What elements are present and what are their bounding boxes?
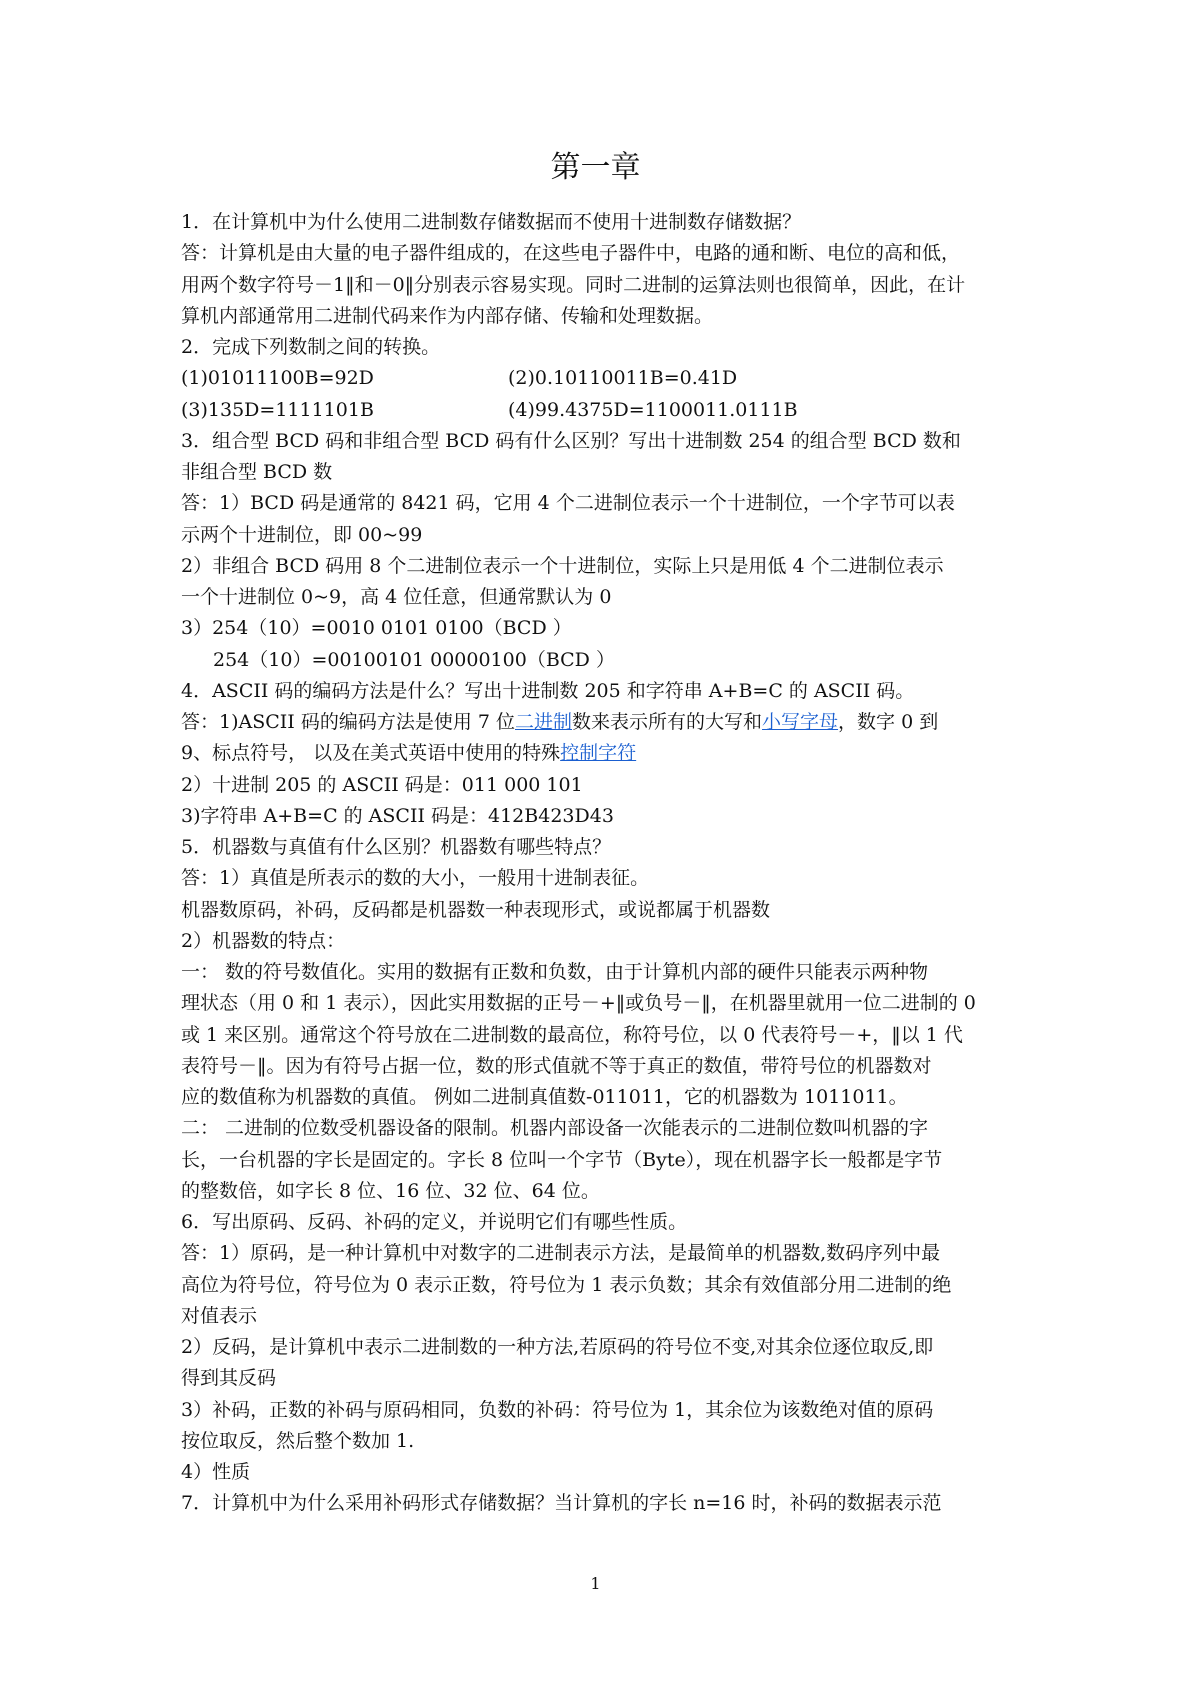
answer-3-line-6: 254（10）=00100101 00000100（BCD ） xyxy=(213,648,615,671)
answer-5-line-11: 的整数倍，如字长 8 位、16 位、32 位、64 位。 xyxy=(181,1179,600,1202)
conversion-4: (4)99.4375D=1100011.0111B xyxy=(508,398,798,421)
answer-4-line-3: 2）十进制 205 的 ASCII 码是：011 000 101 xyxy=(181,773,583,796)
question-1: 1．在计算机中为什么使用二进制数存储数据而不使用十进制数存储数据？ xyxy=(181,211,802,233)
answer-5-line-3: 2）机器数的特点： xyxy=(181,929,346,952)
document-body xyxy=(181,207,1016,1520)
question-7: 7．计算机中为什么采用补码形式存储数据？当计算机的字长 n=16 时，补码的数据表示范 xyxy=(181,1492,942,1515)
binary-link[interactable]: 二进制 xyxy=(515,711,573,733)
answer-4-text-a: 答：1)ASCII 码的编码方法是使用 7 位 xyxy=(181,711,515,733)
answer-5-line-5: 理状态（用 0 和 1 表示），因此实用数据的正号－+‖或负号－‖，在机器里就用一位二进制的 0 xyxy=(181,992,976,1015)
question-3-line-2: 非组合型 BCD 数 xyxy=(181,461,333,483)
answer-6-line-2: 高位为符号位，符号位为 0 表示正数，符号位为 1 表示负数；其余有效值部分用二进制的绝 xyxy=(181,1273,952,1296)
answer-5-line-8: 应的数值称为机器数的真值。 例如二进制真值数-011011，它的机器数为 1011011。 xyxy=(181,1086,908,1108)
answer-5-line-9: 二： 二进制的位数受机器设备的限制。机器内部设备一次能表示的二进制位数叫机器的字 xyxy=(181,1117,929,1140)
answer-6-line-7: 按位取反，然后整个数加 1. xyxy=(181,1429,415,1452)
conversion-2: (2)0.10110011B=0.41D xyxy=(508,367,738,390)
answer-5-line-10: 长，一台机器的字长是固定的。字长 8 位叫一个字节（Byte），现在机器字长一般都是字节 xyxy=(181,1148,943,1171)
answer-5-line-2: 机器数原码，补码，反码都是机器数一种表现形式，或说都属于机器数 xyxy=(181,898,771,921)
conversion-row-2 xyxy=(181,395,1016,426)
answer-1-line-1: 答：计算机是由大量的电子器件组成的，在这些电子器件中，电路的通和断、电位的高和低， xyxy=(181,242,961,265)
answer-6-line-4: 2）反码，是计算机中表示二进制数的一种方法,若原码的符号位不变,对其余位逐位取反,即 xyxy=(181,1336,934,1358)
lowercase-letters-link[interactable]: 小写字母 xyxy=(762,711,839,733)
question-5: 5．机器数与真值有什么区别？机器数有哪些特点？ xyxy=(181,836,612,858)
question-4: 4．ASCII 码的编码方法是什么？写出十进制数 205 和字符串 A+B=C 的 ASCII 码。 xyxy=(181,679,915,702)
answer-6-line-5: 得到其反码 xyxy=(181,1367,277,1390)
answer-1-line-3: 算机内部通常用二进制代码来作为内部存储、传输和处理数据。 xyxy=(181,304,714,327)
question-6: 6．写出原码、反码、补码的定义，并说明它们有哪些性质。 xyxy=(181,1211,688,1233)
answer-3-line-2: 示两个十进制位，即 00~99 xyxy=(181,523,423,546)
question-2: 2．完成下列数制之间的转换。 xyxy=(181,336,441,358)
conversion-3: (3)135D=1111101B xyxy=(181,398,374,421)
answer-4-line-4: 3)字符串 A+B=C 的 ASCII 码是：412B423D43 xyxy=(181,804,614,827)
answer-5-line-7: 表符号－‖。因为有符号占据一位，数的形式值就不等于真正的数值，带符号位的机器数对 xyxy=(181,1054,932,1077)
conversion-row-1 xyxy=(181,363,1016,394)
question-3-line-1: 3．组合型 BCD 码和非组合型 BCD 码有什么区别？写出十进制数 254 的组合型 BCD 数和 xyxy=(181,429,961,452)
answer-6-line-6: 3）补码，正数的补码与原码相同，负数的补码：符号位为 1，其余位为该数绝对值的原码 xyxy=(181,1398,934,1421)
answer-6-line-3: 对值表示 xyxy=(181,1304,258,1327)
page-title: 第一章 xyxy=(550,150,641,185)
answer-5-line-6: 或 1 来区别。通常这个符号放在二进制数的最高位，称符号位，以 0 代表符号－+，‖以 1 代 xyxy=(181,1023,963,1046)
answer-6-line-8: 4）性质 xyxy=(181,1461,251,1483)
answer-4-text-c: ，数字 0 到 xyxy=(838,711,939,733)
answer-1-line-2: 用两个数字符号－1‖和－0‖分别表示容易实现。同时二进制的运算法则也很简单，因此，在计 xyxy=(181,273,966,296)
answer-5-line-4: 一： 数的符号数值化。实用的数据有正数和负数，由于计算机内部的硬件只能表示两种物 xyxy=(181,961,929,983)
answer-4-text-d: 9、标点符号， 以及在美式英语中使用的特殊 xyxy=(181,742,561,765)
answer-4-text-b: 数来表示所有的大写和 xyxy=(572,711,763,733)
answer-3-line-4: 一个十进制位 0~9，高 4 位任意，但通常默认为 0 xyxy=(181,586,612,608)
conversion-1: (1)01011100B=92D xyxy=(181,367,374,390)
answer-3-line-1: 答：1）BCD 码是通常的 8421 码，它用 4 个二进制位表示一个十进制位，一个字节可以表 xyxy=(181,492,955,515)
answer-4-line-1 xyxy=(181,707,1016,738)
answer-3-line-3: 2）非组合 BCD 码用 8 个二进制位表示一个十进制位，实际上只是用低 4 个二进制位表示 xyxy=(181,554,944,577)
answer-3-line-5: 3）254（10）=0010 0101 0100（BCD ） xyxy=(181,617,572,640)
answer-6-line-1: 答：1）原码，是一种计算机中对数字的二进制表示方法，是最简单的机器数,数码序列中最 xyxy=(181,1242,941,1265)
answer-4-line-2 xyxy=(181,738,1016,769)
page-number: 1 xyxy=(590,1574,601,1593)
control-characters-link[interactable]: 控制字符 xyxy=(560,742,637,765)
answer-5-line-1: 答：1）真值是所表示的数的大小，一般用十进制表征。 xyxy=(181,867,650,890)
